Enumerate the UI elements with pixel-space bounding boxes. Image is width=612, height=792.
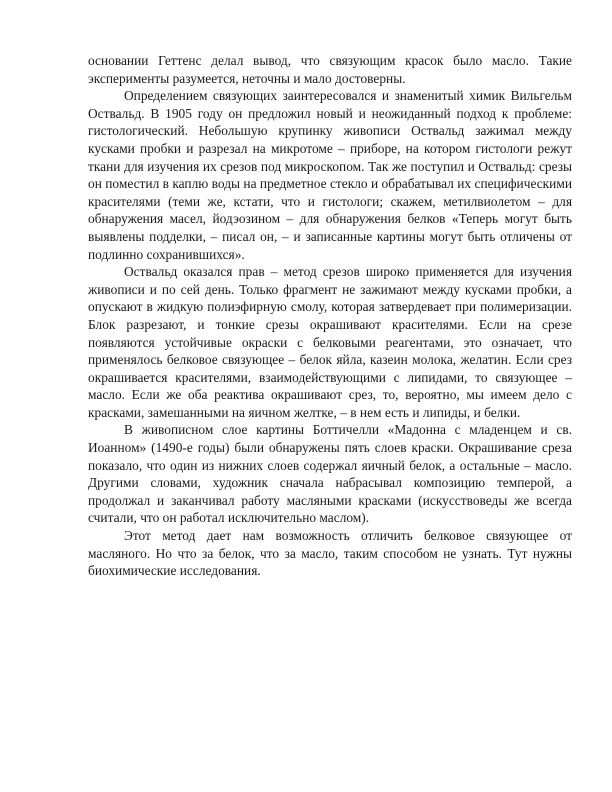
- paragraph-conclusion: Этот метод дает нам возможность отличить белковое связующее от масляного. Но что за белок, что за масло, таким способом не узнать. Тут нужны биохимические исследования.: [88, 528, 572, 579]
- paragraph-ostwald-method: Определением связующих заинтересовался и знаменитый химик Вильгельм Оствальд. В 1905 году он предложил новый и неожиданный подход к проблеме: гистологический. Небольшую крупинку живописи Оствальд зажимал между кусками пробки и разрезал на микротоме – приборе, на котором гистологи режут ткани для изучения их срезов под микроскопом. Так же поступил и Оствальд: срезы он поместил в каплю воды на предметное стекло и обрабатывал их специфическими красителями (теми же, кстати, что и гистологи; скажем, метилвиолетом – для обнаружения масел, йодэозином – для обнаружения белков «Теперь могут быть выявлены подделки, – писал он, – и записанные картины могут быть отличены от подлинно сохранившихся».: [88, 88, 572, 262]
- document-body: [88, 52, 572, 580]
- paragraph-section-method: Оствальд оказался прав – метод срезов широко применяется для изучения живописи и по сей день. Только фрагмент не зажимают между кусками пробки, а опускают в жидкую полиэфирную смолу, которая затвердевает при полимеризации. Блок разрезают, и тонкие срезы окрашивают красителями. Если на срезе появляются устойчивые окраски с белковыми реагентами, это означает, что применялось белковое связующее – белок яйла, казеин молока, желатин. Если срез окрашивается красителями, взаимодействующими с липидами, то связующее – масло. Если же оба реактива окрашивают срез, то, вероятно, мы имеем дело с красками, замешанными на яичном желтке, – в нем есть и липиды, и белки.: [88, 264, 572, 420]
- paragraph-continuation: основании Геттенс делал вывод, что связующим красок было масло. Такие эксперименты разумеется, неточны и мало достоверны.: [88, 53, 572, 86]
- paragraph-botticelli: В живописном слое картины Боттичелли «Мадонна с младенцем и св. Иоанном» (1490-е годы) были обнаружены пять слоев краски. Окрашивание среза показало, что один из нижних слоев содержал яичный белок, а остальные – масло. Другими словами, художник сначала набрасывал композицию темперой, а продолжал и заканчивал работу масляными красками (искусствоведы же всегда считали, что он работал исключительно маслом).: [88, 422, 572, 526]
